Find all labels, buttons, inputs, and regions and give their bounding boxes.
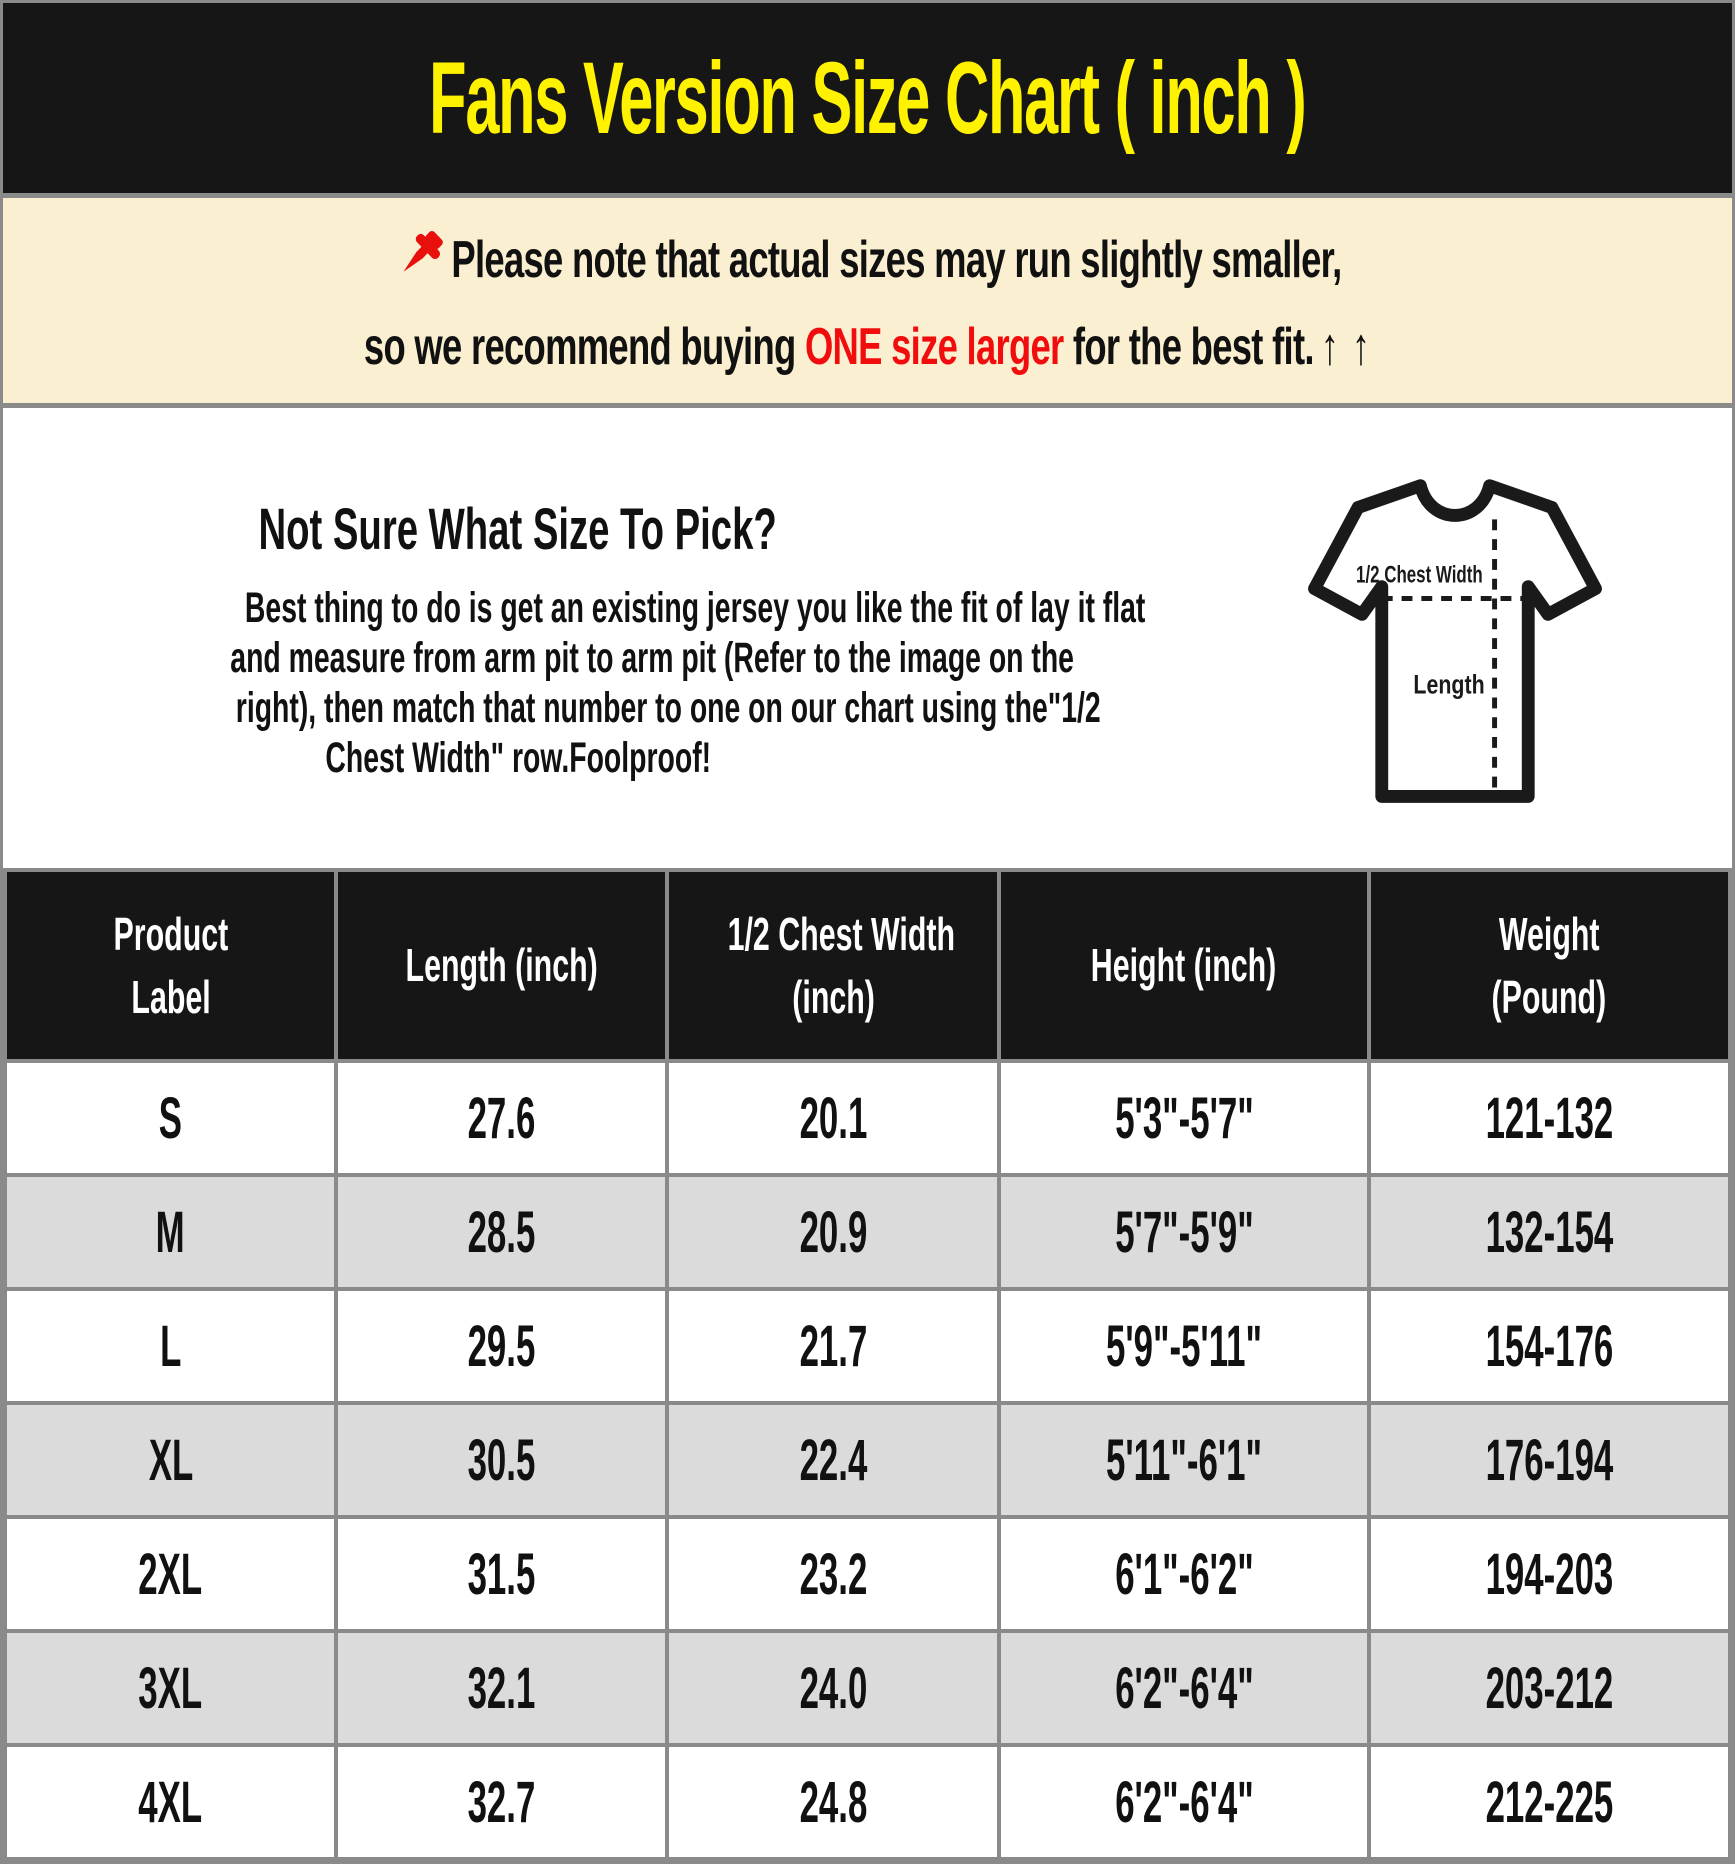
size-row-XL [5, 1403, 1730, 1517]
size-value-cell [667, 1061, 999, 1175]
size-value-cell [999, 1631, 1368, 1745]
cell-value: 20.9 [799, 1199, 868, 1265]
column-header-label: (inch) [792, 970, 875, 1023]
cell-value: 30.5 [467, 1427, 536, 1493]
size-value-cell [999, 1289, 1368, 1403]
body-line: right), then match that number to one on our chart using the"1/2 [235, 684, 1101, 732]
cell-value: 22.4 [799, 1427, 868, 1493]
size-value-cell [667, 1517, 999, 1631]
size-value-cell [1369, 1175, 1730, 1289]
column-header [667, 870, 999, 1061]
size-table-body [5, 1061, 1730, 1859]
cell-value: 5'9"-5'11" [1106, 1313, 1263, 1379]
body-line: Chest Width" row.Foolproof! [325, 734, 711, 782]
notice-line-1 [191, 229, 1545, 287]
size-label-cell [5, 1061, 336, 1175]
size-value-cell [1369, 1403, 1730, 1517]
size-value-cell [1369, 1631, 1730, 1745]
length-label: Length [1413, 669, 1485, 700]
size-table-header-row [5, 870, 1730, 1061]
cell-value: 3XL [138, 1655, 203, 1721]
cell-value: 5'3"-5'7" [1114, 1085, 1254, 1151]
cell-value: XL [148, 1427, 193, 1493]
cell-value: 176-194 [1485, 1427, 1614, 1493]
tshirt-diagram [1296, 460, 1614, 836]
size-help-paragraph [13, 583, 1146, 783]
cell-value: 132-154 [1485, 1199, 1614, 1265]
cell-value: 27.6 [467, 1085, 536, 1151]
size-help-text [3, 408, 1146, 783]
size-value-cell [999, 1745, 1368, 1859]
cell-value: M [156, 1199, 186, 1265]
column-header [336, 870, 667, 1061]
column-header-label: Label [130, 970, 211, 1023]
size-value-cell [336, 1403, 667, 1517]
notice-banner [3, 198, 1732, 408]
column-header [999, 870, 1368, 1061]
size-value-cell [667, 1745, 999, 1859]
notice-line-2 [148, 317, 1587, 376]
cell-value: 6'1"-6'2" [1114, 1541, 1254, 1607]
cell-value: 21.7 [799, 1313, 868, 1379]
size-help-heading [13, 496, 1023, 563]
notice-text-1: Please note that actual sizes may run slightly smaller, [451, 230, 1342, 289]
cell-value: 28.5 [467, 1199, 536, 1265]
cell-value: 20.1 [799, 1085, 868, 1151]
cell-value: 6'2"-6'4" [1114, 1655, 1254, 1721]
body-line: Best thing to do is get an existing jersey you like the fit of lay it flat [244, 584, 1146, 632]
size-value-cell [667, 1631, 999, 1745]
size-table [3, 868, 1732, 1861]
column-header-label: Length (inch) [405, 939, 598, 992]
size-row-S [5, 1061, 1730, 1175]
size-value-cell [336, 1061, 667, 1175]
size-value-cell [999, 1403, 1368, 1517]
size-label-cell [5, 1403, 336, 1517]
size-label-cell [5, 1631, 336, 1745]
chest-width-label: 1/2 Chest Width [1356, 562, 1483, 589]
column-header [1369, 870, 1730, 1061]
size-value-cell [1369, 1745, 1730, 1859]
size-value-cell [667, 1403, 999, 1517]
size-value-cell [667, 1289, 999, 1403]
body-line: and measure from arm pit to arm pit (Refer to the image on the [230, 634, 1074, 682]
column-header-label: Height (inch) [1091, 939, 1277, 992]
cell-value: 32.7 [467, 1769, 536, 1835]
size-label-cell [5, 1517, 336, 1631]
cell-value: 32.1 [467, 1655, 536, 1721]
size-value-cell [999, 1517, 1368, 1631]
cell-value: 23.2 [799, 1541, 868, 1607]
size-value-cell [999, 1175, 1368, 1289]
cell-value: S [158, 1085, 183, 1151]
notice-text-2-post: for the best fit. [1063, 317, 1314, 376]
column-header-label: Weight [1498, 908, 1600, 961]
pushpin-icon [394, 229, 450, 287]
size-value-cell [336, 1745, 667, 1859]
size-value-cell [336, 1289, 667, 1403]
size-label-cell [5, 1175, 336, 1289]
cell-value: 24.8 [799, 1769, 868, 1835]
cell-value: 31.5 [467, 1541, 536, 1607]
cell-value: 212-225 [1485, 1769, 1614, 1835]
size-row-3XL [5, 1631, 1730, 1745]
cell-value: 194-203 [1485, 1541, 1614, 1607]
cell-value: 203-212 [1485, 1655, 1614, 1721]
notice-text-2-pre: so we recommend buying [363, 317, 805, 376]
title-bar [3, 3, 1732, 198]
cell-value: 154-176 [1485, 1313, 1614, 1379]
size-label-cell [5, 1745, 336, 1859]
page-title: Fans Version Size Chart ( inch ) [429, 40, 1306, 155]
up-arrows-icon: ↑ ↑ [1320, 317, 1372, 376]
cell-value: 5'7"-5'9" [1114, 1199, 1254, 1265]
cell-value: L [159, 1313, 182, 1379]
highlight-one-size-larger: ONE size larger [804, 317, 1064, 376]
size-row-M [5, 1175, 1730, 1289]
size-value-cell [1369, 1517, 1730, 1631]
size-value-cell [1369, 1061, 1730, 1175]
column-header-label: 1/2 Chest Width [727, 908, 956, 961]
size-label-cell [5, 1289, 336, 1403]
column-header [5, 870, 336, 1061]
column-header-label: (Pound) [1491, 970, 1607, 1023]
cell-value: 24.0 [799, 1655, 868, 1721]
size-value-cell [336, 1517, 667, 1631]
cell-value: 29.5 [467, 1313, 536, 1379]
column-header-label: Product [113, 908, 228, 961]
cell-value: 6'2"-6'4" [1114, 1769, 1254, 1835]
size-row-2XL [5, 1517, 1730, 1631]
cell-value: 4XL [138, 1769, 203, 1835]
size-value-cell [999, 1061, 1368, 1175]
cell-value: 121-132 [1485, 1085, 1614, 1151]
size-row-4XL [5, 1745, 1730, 1859]
cell-value: 2XL [138, 1541, 203, 1607]
size-value-cell [667, 1175, 999, 1289]
size-help-heading-label: Not Sure What Size To Pick? [258, 497, 778, 562]
size-value-cell [336, 1175, 667, 1289]
size-value-cell [336, 1631, 667, 1745]
size-help-section [3, 408, 1732, 868]
size-value-cell [1369, 1289, 1730, 1403]
size-row-L [5, 1289, 1730, 1403]
cell-value: 5'11"-6'1" [1106, 1427, 1263, 1493]
